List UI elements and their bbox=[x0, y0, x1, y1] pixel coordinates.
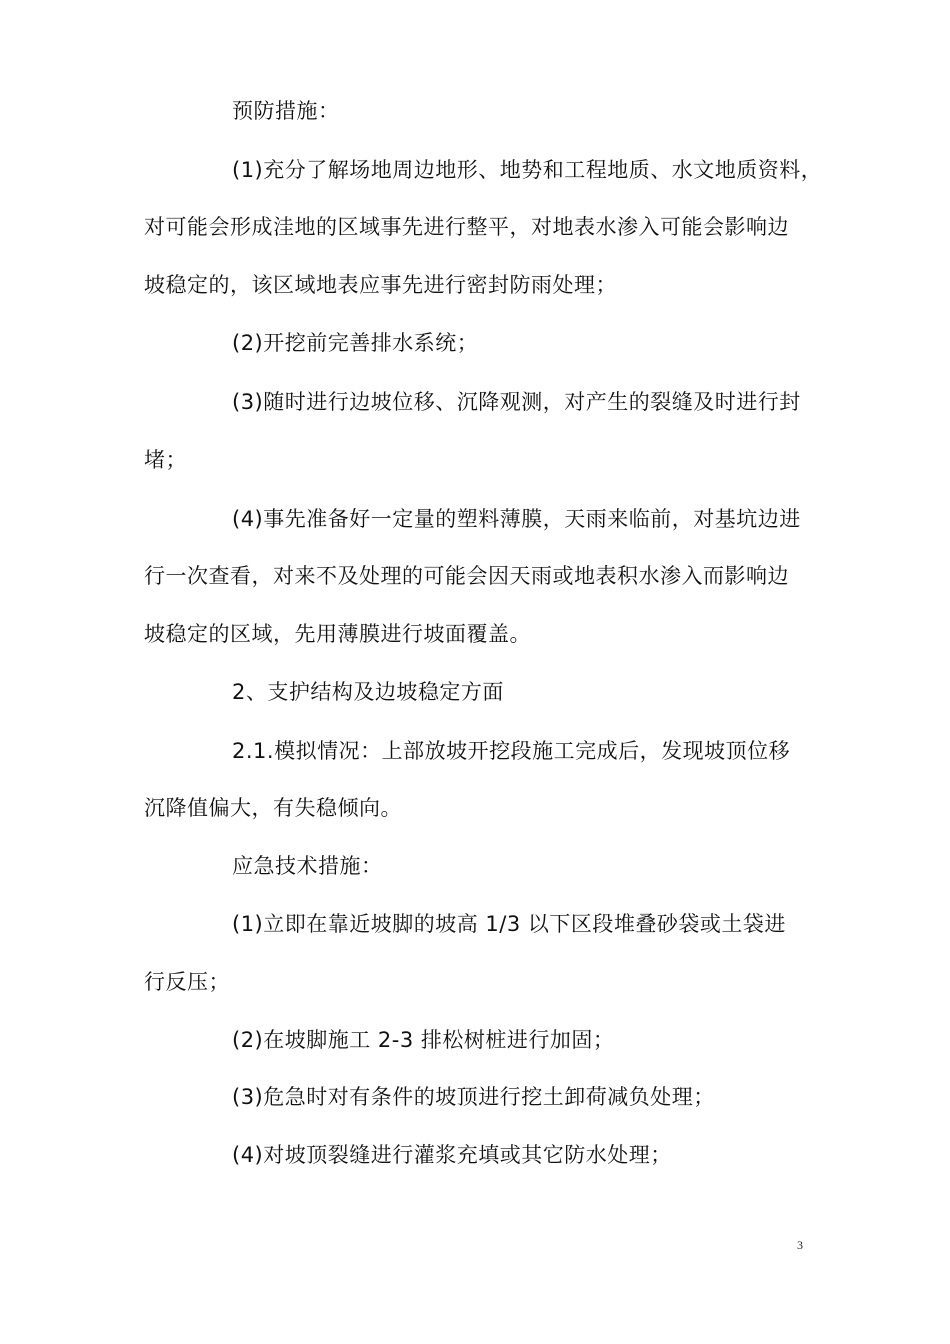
text-line: 2.1.模拟情况：上部放坡开挖段施工完成后，发现坡顶位移 bbox=[232, 739, 791, 763]
text-line: (3)危急时对有条件的坡顶进行挖土卸荷减负处理； bbox=[232, 1085, 715, 1109]
text-line: 2、支护结构及边坡稳定方面 bbox=[232, 680, 504, 704]
text-line: 应急技术措施： bbox=[232, 854, 383, 878]
text-line: (1)充分了解场地周边地形、地势和工程地质、水文地质资料， bbox=[232, 158, 823, 182]
text-line: (2)在坡脚施工 2-3 排松树桩进行加固； bbox=[232, 1028, 615, 1052]
text-line: 预防措施： bbox=[232, 99, 340, 123]
text-line: 坡稳定的区域，先用薄膜进行坡面覆盖。 bbox=[144, 622, 531, 646]
text-line: 沉降值偏大，有失稳倾向。 bbox=[144, 796, 402, 820]
text-line: 行反压； bbox=[144, 970, 230, 994]
page-number: 3 bbox=[797, 1238, 803, 1252]
text-line: (2)开挖前完善排水系统； bbox=[232, 331, 479, 355]
text-line: (4)事先准备好一定量的塑料薄膜，天雨来临前，对基坑边进 bbox=[232, 507, 801, 531]
text-line: 坡稳定的，该区域地表应事先进行密封防雨处理； bbox=[144, 273, 617, 297]
text-line: 对可能会形成洼地的区域事先进行整平，对地表水渗入可能会影响边 bbox=[144, 215, 789, 239]
text-line: 堵； bbox=[144, 448, 187, 472]
text-line: (1)立即在靠近坡脚的坡高 1/3 以下区段堆叠砂袋或土袋进 bbox=[232, 912, 786, 936]
text-line: (3)随时进行边坡位移、沉降观测，对产生的裂缝及时进行封 bbox=[232, 390, 801, 414]
text-line: (4)对坡顶裂缝进行灌浆充填或其它防水处理； bbox=[232, 1143, 672, 1167]
text-line: 行一次查看，对来不及处理的可能会因天雨或地表积水渗入而影响边 bbox=[144, 564, 789, 588]
